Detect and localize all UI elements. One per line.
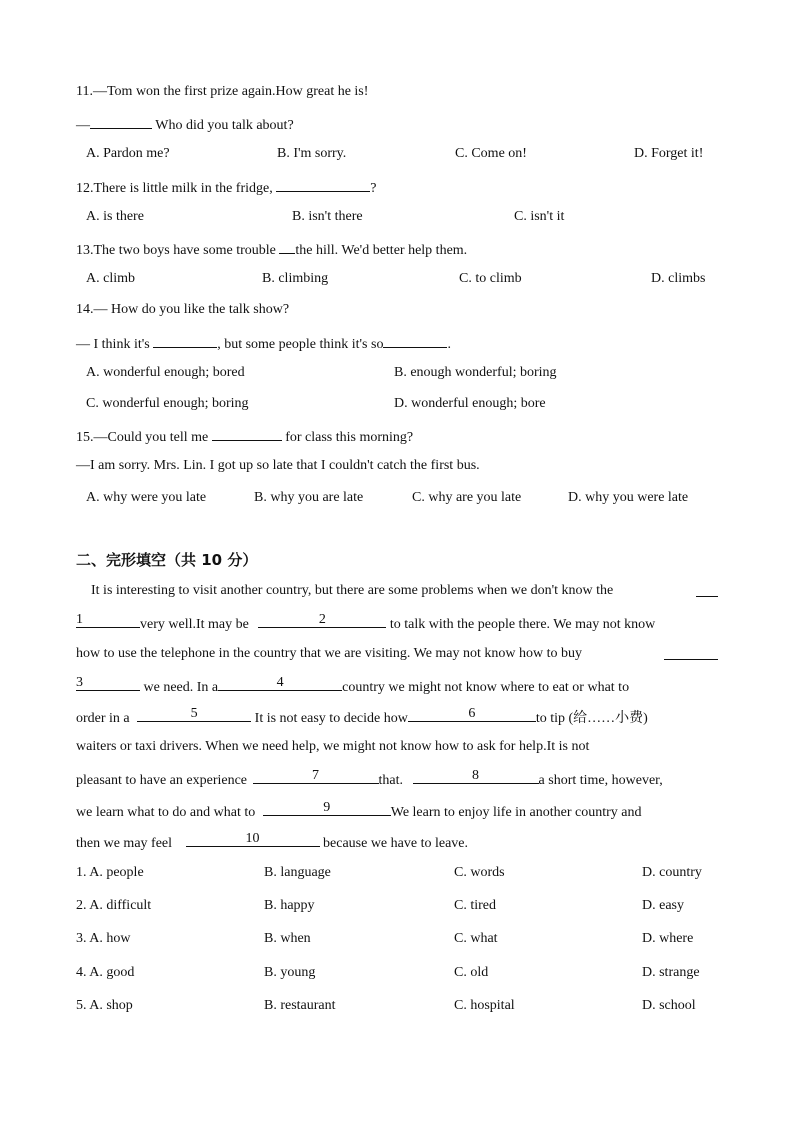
passage-text: pleasant to have an experience [76,773,248,788]
q13-option-c[interactable]: C. to climb [459,271,522,286]
cloze-1-option-c[interactable]: C. words [454,865,505,880]
passage-line-9 [76,832,468,853]
blank-number-6: 6 [468,706,476,721]
q14-option-a[interactable]: A. wonderful enough; bored [86,365,245,380]
q13-stem [76,239,467,260]
q13-stem-text: 13.The two boys have some trouble [76,243,280,258]
passage-line-6: waiters or taxi drivers. When we need help, we might not know how to ask for help.It is not [76,739,590,754]
passage-text: to talk with the people there. We may not know [389,617,656,632]
cloze-1-option-d[interactable]: D. country [642,865,702,880]
cloze-2-option-d[interactable]: D. easy [642,898,684,913]
cloze-5-option-d[interactable]: D. school [642,998,696,1013]
cloze-3-option-b[interactable]: B. when [264,931,311,946]
q11-option-d[interactable]: D. Forget it! [634,146,704,161]
q12-stem-text: 12.There is little milk in the fridge, [76,181,277,196]
q14-answer-blank-2[interactable] [383,333,447,348]
passage-line-5 [76,707,648,728]
passage-line-4 [76,676,629,697]
q12-option-a[interactable]: A. is there [86,209,144,224]
q11-answer-blank[interactable] [90,114,152,129]
blank-number-1: 1 [76,612,83,627]
q15-stem [76,426,413,447]
q12-option-c[interactable]: C. isn't it [514,209,565,224]
passage-line-8 [76,801,642,822]
passage-text: that. [378,773,404,788]
cloze-5-option-c[interactable]: C. hospital [454,998,515,1013]
passage-text: It is not easy to decide how [254,711,408,726]
cloze-blank-7[interactable] [253,769,379,784]
q13-stem-end: the hill. We'd better help them. [295,243,468,258]
cloze-3-option-d[interactable]: D. where [642,931,694,946]
q14-option-b[interactable]: B. enough wonderful; boring [394,365,557,380]
cloze-4-option-b[interactable]: B. young [264,965,316,980]
q15-option-b[interactable]: B. why you are late [254,490,364,505]
q14-stem: 14.— How do you like the talk show? [76,302,290,317]
cloze-3-option-a[interactable]: 3. A. how [76,931,131,946]
cloze-5-option-a[interactable]: 5. A. shop [76,998,133,1013]
passage-text: very well.It may be [140,617,249,632]
passage-text: how to use the telephone in the country that we are visiting. We may not know how to buy [76,646,583,661]
q11-reply-text: Who did you talk about? [152,118,294,133]
section-title: 二、完形填空（共 10 分） [76,551,258,569]
cloze-4-option-d[interactable]: D. strange [642,965,700,980]
blank-number-7: 7 [312,768,320,783]
q14-reply-mid: , but some people think it's so [217,337,384,352]
q12-option-b[interactable]: B. isn't there [292,209,363,224]
q11-option-c[interactable]: C. Come on! [455,146,527,161]
q14-option-d[interactable]: D. wonderful enough; bore [394,396,546,411]
q15-answer-blank[interactable] [212,426,282,441]
passage-text: a short time, however, [538,773,663,788]
passage-text: It is interesting to visit another country, but there are some problems when we don't know the [91,583,614,598]
q15-stem-end: for class this morning? [281,430,414,445]
cloze-2-option-a[interactable]: 2. A. difficult [76,898,152,913]
blank-number-10: 10 [245,831,260,846]
passage-line-3 [76,645,718,663]
cloze-blank-10[interactable] [186,832,320,847]
cloze-2-option-c[interactable]: C. tired [454,898,496,913]
cloze-blank-4[interactable] [218,676,342,691]
passage-text: We learn to enjoy life in another country and [390,805,642,820]
cloze-blank-1-head[interactable] [696,582,718,597]
q15-reply: —I am sorry. Mrs. Lin. I got up so late that I couldn't catch the first bus. [76,458,480,473]
cloze-1-option-a[interactable]: 1. A. people [76,865,144,880]
passage-line-7 [76,769,663,790]
cloze-blank-6[interactable] [408,707,536,722]
q13-option-b[interactable]: B. climbing [262,271,329,286]
q14-option-c[interactable]: C. wonderful enough; boring [86,396,249,411]
q14-answer-blank-1[interactable] [153,333,217,348]
passage-text: because we have to leave. [323,836,468,851]
blank-number-2: 2 [318,612,326,627]
cloze-3-option-c[interactable]: C. what [454,931,498,946]
q15-option-a[interactable]: A. why were you late [86,490,207,505]
q12-stem [76,177,376,198]
passage-text: we learn what to do and what to [76,805,256,820]
blank-number-3: 3 [76,675,83,690]
q13-option-d[interactable]: D. climbs [651,271,706,286]
cloze-blank-8[interactable] [413,769,539,784]
q11-reply-prefix: — [76,118,90,133]
cloze-4-option-a[interactable]: 4. A. good [76,965,135,980]
q15-stem-text: 15.—Could you tell me [76,430,212,445]
passage-line-1 [91,582,718,600]
q15-option-d[interactable]: D. why you were late [568,490,689,505]
cloze-4-option-c[interactable]: C. old [454,965,489,980]
q13-answer-blank[interactable] [279,239,295,254]
passage-text: order in a [76,711,130,726]
q11-stem: 11.—Tom won the first prize again.How great he is! [76,84,369,99]
q12-answer-blank[interactable] [276,177,370,192]
q15-option-c[interactable]: C. why are you late [412,490,522,505]
cloze-5-option-b[interactable]: B. restaurant [264,998,336,1013]
q12-stem-end: ? [370,181,377,196]
blank-number-4: 4 [276,675,284,690]
q11-option-b[interactable]: B. I'm sorry. [277,146,347,161]
cloze-blank-9[interactable] [263,801,391,816]
blank-number-5: 5 [190,706,198,721]
q14-reply-end: . [447,337,451,352]
passage-text: to tip (给……小费) [535,711,648,726]
cloze-blank-1[interactable] [76,613,140,628]
blank-number-9: 9 [323,800,331,815]
cloze-blank-2[interactable] [258,613,386,628]
q13-option-a[interactable]: A. climb [86,271,135,286]
cloze-blank-3-head[interactable] [664,645,718,660]
passage-text: then we may feel [76,836,173,851]
q11-option-a[interactable]: A. Pardon me? [86,146,170,161]
q14-reply-text: — I think it's [76,337,154,352]
blank-number-8: 8 [472,768,480,783]
cloze-blank-3[interactable] [76,676,140,691]
passage-text: we need. In a [143,680,219,695]
cloze-blank-5[interactable] [137,707,251,722]
passage-line-2 [76,613,655,634]
q14-reply [76,333,451,354]
passage-text: country we might not know where to eat or what to [342,680,630,695]
cloze-2-option-b[interactable]: B. happy [264,898,315,913]
q11-reply [76,114,294,135]
cloze-1-option-b[interactable]: B. language [264,865,331,880]
